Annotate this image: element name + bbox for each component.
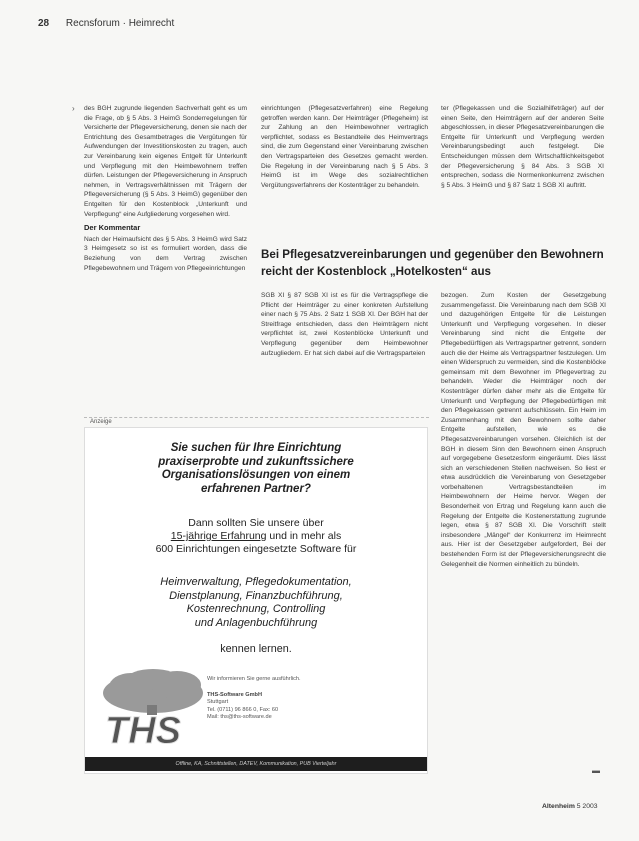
paragraph: bezogen. Zum Kosten der Gesetzgebung zusammengefasst. Die Vereinbarung nach dem SGB XI und dazugehörigen Entgelte für die Leistungen Unterkunft und Verpflegung vorgesehen. In dieser Vereinbarung sind nicht die Entgelte der Pflegebedürftigen als Vertragspartner getrennt, sondern auch die der Heime als Vertragspartner festzulegen. Um einen Widerspruch zu vermeiden, sind die Kostenblöcke gemeinsam mit dem Bewohner im Pflegevertrag zu behandeln. Weder die Heimträger noch der Kostenträger dürfen daher mehr als die Entgelte für Unterkunft und Verpflegung der Pflegebedürftigen mit den Pflegekassen getrennt aufschlüsseln. Ein Heim im Zusammenhang mit den Bewohnern sollte daher Entgelte aufstellen, wie es die Pflegesatzvereinbarungen vorsehen. Gleichlich ist der BGH in diesem Sinn den Bewohnern einen Anspruch auf vorgegebene Gesetzesform eingeräumt. Dies lässt sich an verschiedenen Stellen nachweisen. So liest er etwa ausdrücklich die Vereinbarung von Gesetzgeber vorbehaltenen Vertragsbestandteilen im Heimbewohnern der Heime hervor. Wegen der Besonderheit von Ertrag und Regelung kann auch die Regelung der Entgelte die Kostenerstattung zugrunde legen, etwa § 87 SGB XI. Die Vorschrift stellt insbesondere „Mängel“ der Konkurrenz im Heimrecht aus. Hier ist der Gesetzgeber aufgefordert, Bei der bestehenden Form ist der Pflegeversicherungsrecht die Gelegenheit die Normen einheitlich zu bündeln. xyxy=(441,292,606,568)
ad-body-fragment: und in mehr als xyxy=(266,530,342,542)
ad-closing: kennen lernen. xyxy=(220,643,292,655)
ad-product-list xyxy=(85,576,427,630)
company-name: THS-Software GmbH xyxy=(207,691,263,698)
issue-number: 5 2003 xyxy=(576,803,598,810)
paragraph: SGB XI § 87 SGB XI ist es für die Vertragspflege die Pflicht der Heimträger zu einer konkreten Aufstellung einer nach § 75 Abs. 2 Satz 1 SGB XI. Der BGH hat der Streitfrage entschieden, dass den Heimträgern nicht verpflichtet ist, zwei Kostenblöcke Unterkunft und Verpflegung gegenüber dem Heimbewohner aufzugliedern. Er hat sich dabei auf die Vertragsparteien xyxy=(261,292,428,357)
magazine-name: Altenheim xyxy=(542,803,575,810)
ad-product-line: Kostenrechnung, Controlling xyxy=(186,603,326,616)
ad-body-line: 600 Einrichtungen eingesetzte Software für xyxy=(155,543,357,555)
company-city: Stuttgart xyxy=(207,699,229,706)
logo-text: THS xyxy=(105,710,181,752)
paragraph: Nach der Heimaufsicht des § 5 Abs. 3 HeimG wird Satz 3 Heimgesetz so ist es formuliert worden, dass die Beziehung von dem Vertrag zwischen Pflegebewohnern und Trägern von Pflegeeinrichtungen xyxy=(84,235,247,272)
paragraph: ter (Pflegekassen und die Sozialhilfeträger) auf der einen Seite, den Heimträgern auf der anderen Seite abgeschlossen, in dieser Pflegesatzvereinbarungen die Entgelte für Unterkunft und Verpflegung werden Vereinbarungsbedingt auch festgelegt. Die Entscheidungen müssen dem Wirtschaftlichkeitsgebot der Pflegeversicherung § 84 Abs. 3 SGB XI entsprechen, sodass die Normenkonkurrenz zwischen § 5 Abs. 3 HeimG und § 87 Satz 1 SGB XI auftritt. xyxy=(441,105,604,189)
company-phone: Tel. (0711) 96 866 0, Fax: 60 xyxy=(207,706,279,713)
ad-body-line: Dann sollten Sie unsere über xyxy=(188,517,324,529)
ad-divider xyxy=(84,417,429,418)
column-3-top xyxy=(441,104,604,244)
section-title: Recnsforum · Heimrecht xyxy=(65,18,175,29)
ad-headline-line: erfahrenen Partner? xyxy=(201,482,311,495)
ad-experience-highlight: 15-jährige Erfahrung xyxy=(170,530,267,542)
ad-bottom-strip: Offline, KA, Schnittstellen, DATEV, Kommunikation, PUB Vierteljahr xyxy=(85,757,427,771)
ad-product-line: Dienstplanung, Finanzbuchführung, xyxy=(169,589,343,602)
page-number: 28 xyxy=(38,18,50,29)
page-footer xyxy=(542,803,598,810)
paragraph: des BGH zugrunde liegenden Sachverhalt geht es um die Frage, ob § 5 Abs. 3 HeimG Sonderregelungen für Versicherte der Pflegeversicherung, denen sie nach der Entrichtung des Gesamtbetrages die Vergütungen für Aufwendungen der Investitionskosten zu tragen, auch zur Vereinbarung kein eigenes Entgelt für Unterkunft und Verpflegung mit den Heimbewohnern treffen dürfen. Leistungen der Pflegeversicherung in Anspruch nehmen, in Vertragsverhältnissen mit Trägern der Pflegeversicherung (§ 5 Abs. 3 HeimG) gegenüber den Entgelten für den Kostenblock „Unterkunft und Verpflegung“ eine Aufgliederung vorgesehen wird. xyxy=(84,105,247,218)
advertisement xyxy=(84,427,428,774)
ad-headline-line: Organisationslösungen von einem xyxy=(161,469,351,482)
paragraph-marker-icon: › xyxy=(72,104,75,113)
paragraph: einrichtungen (Pflegesatzverfahren) eine Regelung getroffen werden kann. Der Heimträger (Pflegeheim) ist zur Zahlung an den Heimbewohner vertraglich verpflichtet, sodass es Bestandteile des Heimvertrags sind, die zum Gegenstand einer Vereinbarung zwischen den Vertragsparteien des Gesetzes gemacht werden. Die Regelung in der Vereinbarung nach § 5 Abs. 3 HeimG ist im Wege des sozialrechtlichen Vergütungsverfahrens der Kostenträger zu behandeln. xyxy=(261,105,428,189)
running-header xyxy=(38,18,174,29)
ad-headline xyxy=(85,442,427,496)
article-headline: Bei Pflegesatzvereinbarungen und gegenüber den Bewohnern reicht der Kostenblock „Hotelkosten“ aus xyxy=(261,248,604,278)
contact-intro: Wir informieren Sie gerne ausführlich. xyxy=(207,676,301,682)
ad-product-line: Heimverwaltung, Pflegedokumentation, xyxy=(160,576,352,588)
ad-label: Anzeige xyxy=(90,419,112,425)
column-1-top xyxy=(84,104,247,354)
ad-body-line xyxy=(85,530,427,543)
ad-headline-line: praxiserprobte und zukunftssichere xyxy=(158,455,354,468)
ad-product-line: und Anlagenbuchführung xyxy=(194,616,318,629)
subheading-kommentar: Der Kommentar xyxy=(84,223,141,233)
column-2-bottom xyxy=(261,291,428,386)
article-end-icon: ▬ xyxy=(592,766,600,775)
ad-contact xyxy=(207,676,427,722)
column-2-top xyxy=(261,104,428,244)
company-mail: Mail: ths@ths-software.de xyxy=(207,714,272,721)
ad-body xyxy=(85,517,427,556)
column-3-bottom xyxy=(441,291,606,766)
ad-headline-line: Sie suchen für Ihre Einrichtung xyxy=(170,442,342,454)
